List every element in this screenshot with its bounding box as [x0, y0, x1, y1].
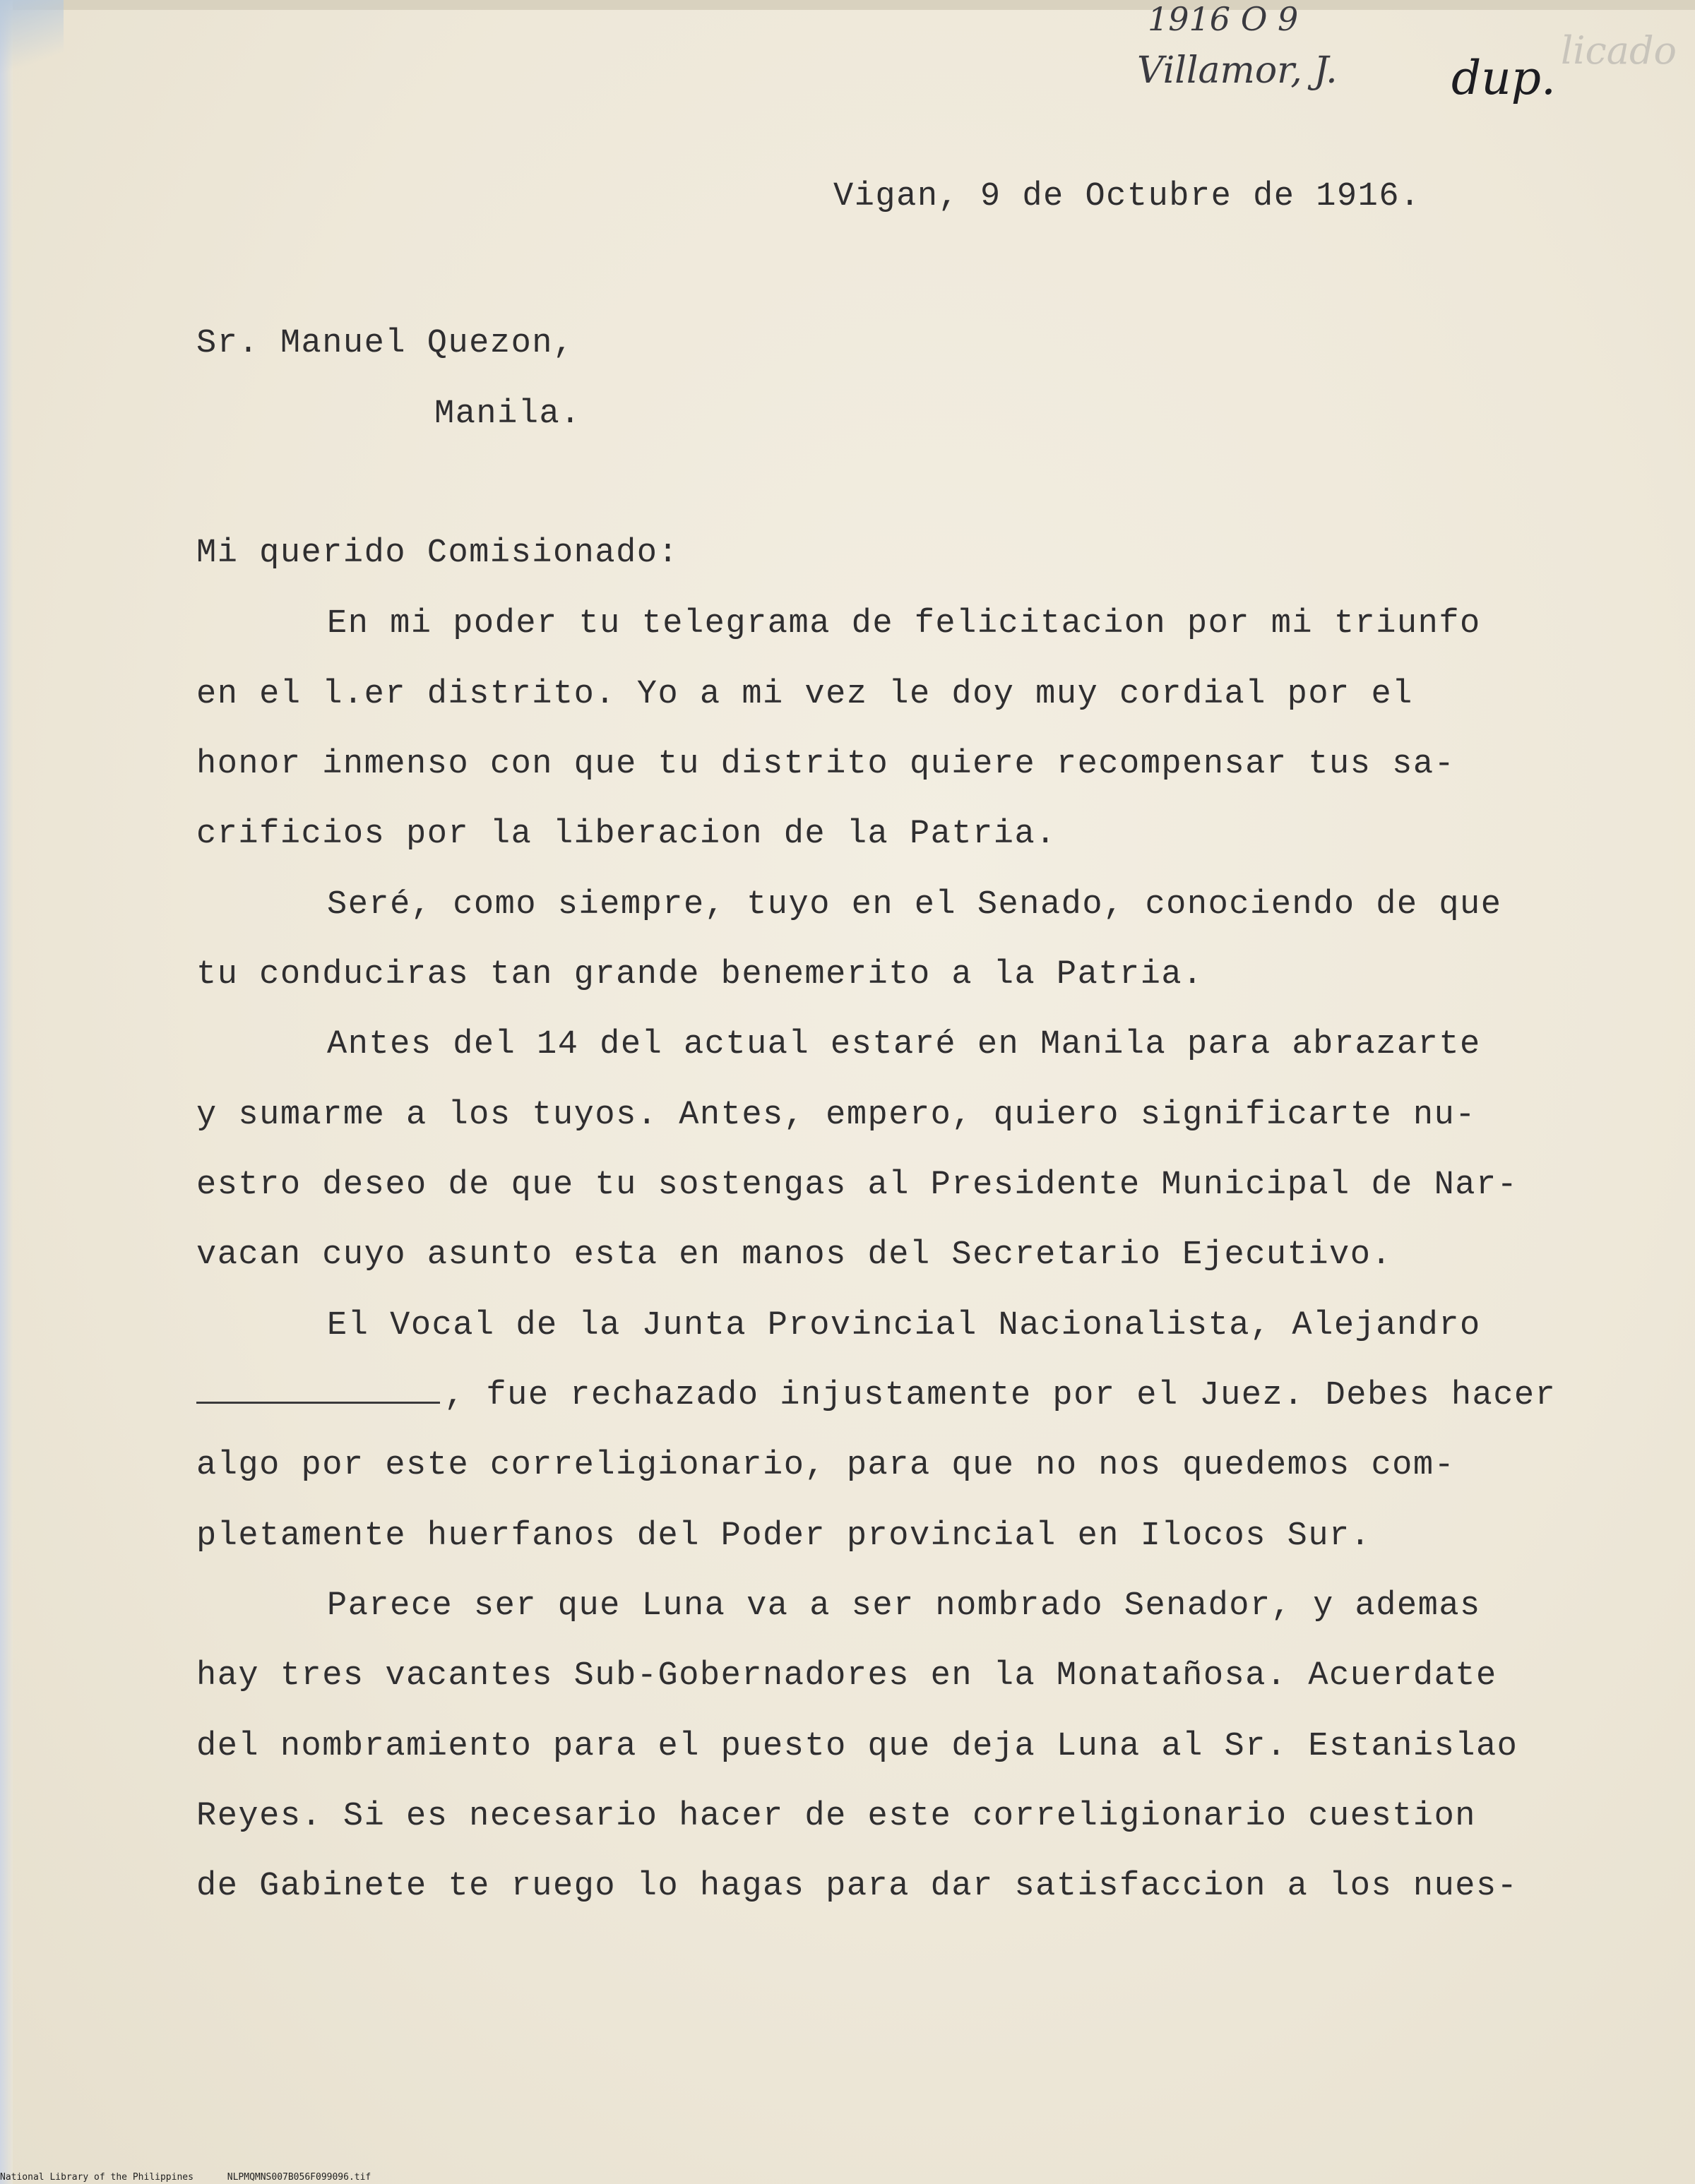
- date-line: Vigan, 9 de Octubre de 1916.: [833, 178, 1421, 215]
- page-top-edge: [0, 0, 1695, 10]
- handwritten-name-note: Villamor, J.: [1137, 49, 1338, 92]
- body-line: crificios por la liberacion de la Patria.: [196, 816, 1057, 853]
- city-line: Manila.: [434, 395, 581, 433]
- body-line: Parece ser que Luna va a ser nombrado Senador, y ademas: [327, 1587, 1481, 1625]
- body-line: hay tres vacantes Sub-Gobernadores en la Monatañosa. Acuerdate: [196, 1657, 1497, 1695]
- name-blank: [196, 1380, 440, 1404]
- body-line: Seré, como siempre, tuyo en el Senado, conociendo de que: [327, 886, 1502, 924]
- handwritten-faint-mark: licado: [1561, 28, 1677, 73]
- body-line: En mi poder tu telegrama de felicitacion por mi triunfo: [327, 605, 1481, 643]
- body-line-with-blank: [196, 1377, 1556, 1414]
- salutation: Mi querido Comisionado:: [196, 535, 679, 572]
- body-line: pletamente huerfanos del Poder provincial en Ilocos Sur.: [196, 1517, 1372, 1555]
- body-line: vacan cuyo asunto esta en manos del Secretario Ejecutivo.: [196, 1236, 1393, 1274]
- body-line: honor inmenso con que tu distrito quiere recompensar tus sa-: [196, 746, 1456, 783]
- handwritten-date-note: 1916 O 9: [1148, 0, 1299, 38]
- body-line: de Gabinete te ruego lo hagas para dar satisfaccion a los nues-: [196, 1868, 1518, 1905]
- body-line: del nombramiento para el puesto que deja Luna al Sr. Estanislao: [196, 1728, 1518, 1765]
- body-line: algo por este correligionario, para que no nos quedemos com-: [196, 1447, 1456, 1484]
- page-corner-stain: [0, 0, 64, 85]
- body-line: Antes del 14 del actual estaré en Manila para abrazarte: [327, 1026, 1481, 1063]
- body-line: y sumarme a los tuyos. Antes, empero, quiero significarte nu-: [196, 1097, 1476, 1134]
- addressee-line: Sr. Manuel Quezon,: [196, 325, 574, 362]
- body-line-text: , fue rechazado injustamente por el Juez. Debes hacer: [444, 1377, 1557, 1414]
- archive-footer: [0, 2172, 399, 2183]
- page-left-edge: [0, 0, 13, 2184]
- handwritten-duplicate-mark: dup.: [1451, 51, 1556, 105]
- body-line: en el l.er distrito. Yo a mi vez le doy muy cordial por el: [196, 676, 1413, 713]
- body-line: Reyes. Si es necesario hacer de este correligionario cuestion: [196, 1798, 1476, 1835]
- body-line: estro deseo de que tu sostengas al Presidente Municipal de Nar-: [196, 1166, 1518, 1204]
- footer-library: National Library of the Philippines: [0, 2172, 194, 2183]
- body-line: tu conduciras tan grande benemerito a la Patria.: [196, 956, 1203, 993]
- footer-file: NLPMQMNS007B056F099096.tif: [227, 2172, 371, 2183]
- body-line: El Vocal de la Junta Provincial Nacionalista, Alejandro: [327, 1307, 1481, 1344]
